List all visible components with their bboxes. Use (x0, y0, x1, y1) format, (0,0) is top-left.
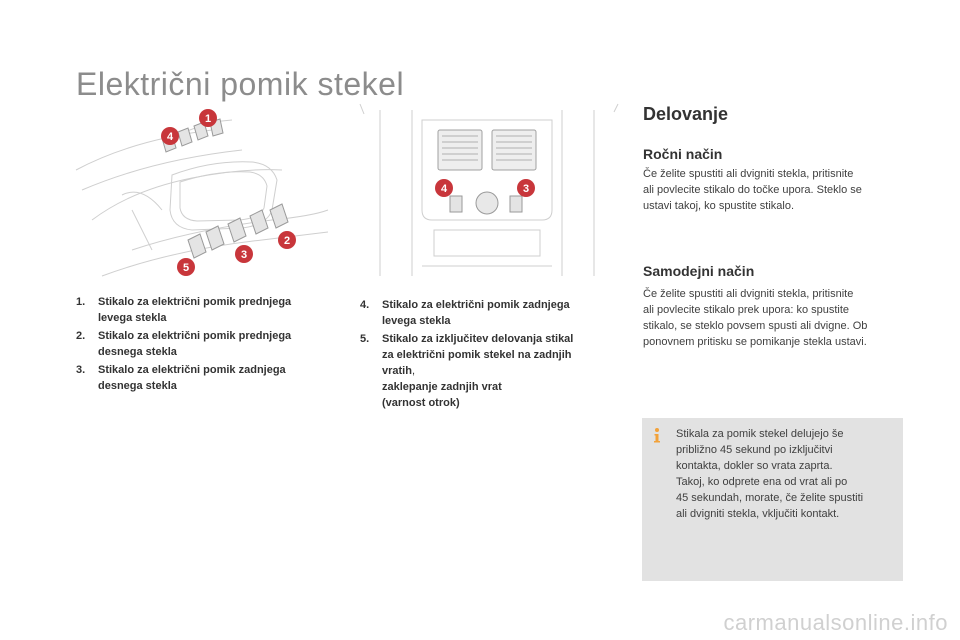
text-line: približno 45 sekund po izključitvi (676, 444, 833, 456)
legend-item (360, 331, 616, 411)
text-line: ponovnem pritisku se pomikanje stekla ustavi. (643, 336, 867, 348)
legend-text: za električni pomik stekel na zadnjih (382, 349, 572, 361)
legend-text: levega stekla (382, 315, 451, 327)
text-line: ustavi takoj, ko spustite stikalo. (643, 200, 795, 212)
legend-left (76, 294, 336, 396)
callout-label: 2 (283, 235, 291, 247)
text-line: Če želite spustiti ali dvigniti stekla, pritisnite (643, 168, 854, 180)
page-title: Električni pomik stekel (76, 66, 405, 102)
legend-text: Stikalo za električni pomik zadnjega (98, 364, 286, 376)
legend-text: (varnost otrok) (382, 397, 460, 409)
rear-console-illustration (352, 100, 622, 278)
auto-mode-text (643, 286, 903, 350)
manual-mode-text (643, 166, 903, 214)
callout-label: 3 (522, 183, 530, 195)
callout-label: 4 (166, 131, 174, 143)
callout-label: 1 (204, 113, 212, 125)
text-line: kontakta, dokler so vrata zaprta. (676, 460, 833, 472)
text-line: ali povlecite stikalo do točke upora. Steklo se (643, 184, 862, 196)
legend-text: zaklepanje zadnjih vrat (382, 381, 502, 393)
callout-label: 4 (440, 183, 448, 195)
legend-text: levega stekla (98, 312, 167, 324)
section-heading: Delovanje (643, 104, 729, 124)
legend-number: 2. (76, 330, 86, 342)
text-line: 45 sekundah, morate, če želite spustiti (676, 492, 864, 504)
door-switch-illustration (72, 100, 330, 278)
legend-item (360, 297, 616, 329)
legend-mid (360, 297, 616, 413)
legend-text: Stikalo za električni pomik prednjega (98, 296, 292, 308)
legend-text: , (411, 365, 416, 377)
callout-label: 5 (182, 262, 190, 274)
legend-text: desnega stekla (98, 346, 177, 358)
legend-number: 1. (76, 296, 86, 308)
callout-label: 3 (240, 249, 248, 261)
text-line: stikalo, se steklo povsem spusti ali dvigne. Ob (643, 320, 868, 332)
auto-mode-title: Samodejni način (643, 263, 755, 279)
legend-item (76, 362, 336, 394)
legend-item (76, 328, 336, 360)
legend-number: 3. (76, 364, 86, 376)
legend-item (76, 294, 336, 326)
legend-number: 5. (360, 333, 370, 345)
info-text (676, 426, 863, 522)
legend-text: desnega stekla (98, 380, 177, 392)
text-line: Stikala za pomik stekel delujejo še (676, 428, 844, 440)
text-line: ali povlecite stikalo prek upora: ko spustite (643, 304, 850, 316)
text-line: Če želite spustiti ali dvigniti stekla, pritisnite (643, 288, 854, 300)
info-icon (648, 426, 666, 444)
text-line: ali dvigniti stekla, vključiti kontakt. (676, 508, 840, 520)
legend-number: 4. (360, 299, 370, 311)
watermark: carmanualsonline.info (723, 610, 948, 635)
legend-text: Stikalo za električni pomik prednjega (98, 330, 292, 342)
legend-text: vratih (382, 365, 412, 377)
legend-text: Stikalo za električni pomik zadnjega (382, 299, 570, 311)
text-line: Takoj, ko odprete ena od vrat ali po (676, 476, 848, 488)
manual-mode-title: Ročni način (643, 146, 723, 162)
info-box (642, 418, 903, 581)
legend-text: Stikalo za izključitev delovanja stikal (382, 333, 574, 345)
